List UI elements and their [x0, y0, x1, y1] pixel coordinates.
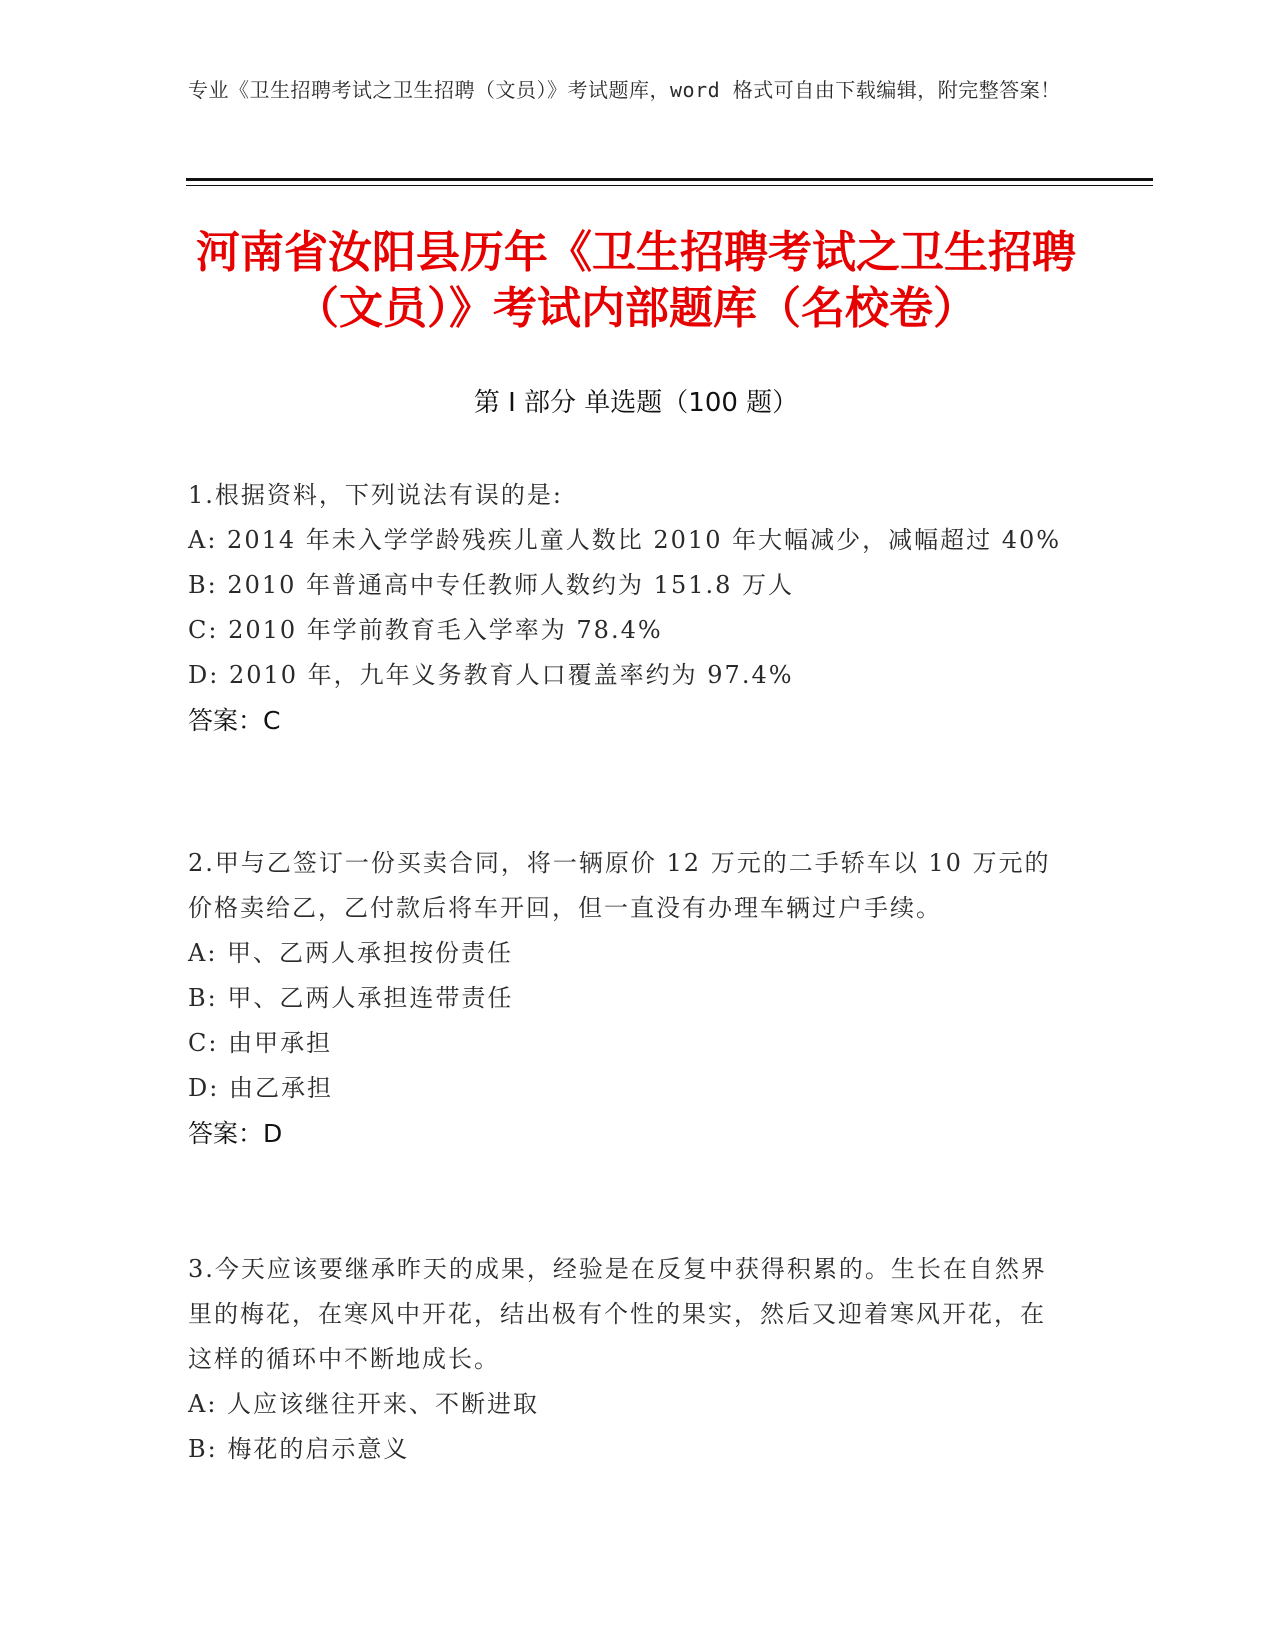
answer-label: 答案：C [188, 706, 281, 735]
question-stem: 1.根据资料，下列说法有误的是: [188, 481, 563, 509]
option-a: A: 人应该继往开来、不断进取 [188, 1390, 540, 1418]
option-b: B: 2010 年普通高中专任教师人数约为 151.8 万人 [188, 571, 795, 599]
header-rule-thin [186, 185, 1153, 186]
option-b: B: 梅花的启示意义 [188, 1435, 410, 1463]
header-rule-thick [186, 178, 1153, 181]
option-b: B: 甲、乙两人承担连带责任 [188, 984, 514, 1012]
option-d: D: 由乙承担 [188, 1074, 333, 1102]
option-a: A: 甲、乙两人承担按份责任 [188, 939, 514, 967]
option-c: C: 2010 年学前教育毛入学率为 78.4% [188, 616, 663, 644]
header-note: 专业《卫生招聘考试之卫生招聘（文员）》考试题库，word 格式可自由下载编辑，附完整答案！ [188, 78, 1061, 102]
answer-label: 答案：D [188, 1119, 283, 1148]
question-3 [188, 1247, 1068, 1472]
option-a: A: 2014 年未入学学龄残疾儿童人数比 2010 年大幅减少，减幅超过 40% [188, 526, 1062, 554]
section-title: 第 I 部分 单选题（100 题） [473, 388, 799, 418]
question-stem: 2.甲与乙签订一份买卖合同，将一辆原价 12 万元的二手轿车以 10 万元的价格卖给乙，乙付款后将车开回，但一直没有办理车辆过户手续。 [188, 849, 1051, 922]
question-2 [188, 841, 1068, 1156]
question-1 [188, 473, 1068, 743]
question-stem: 3.今天应该要继承昨天的成果，经验是在反复中获得积累的。生长在自然界里的梅花，在寒风中开花，结出极有个性的果实，然后又迎着寒风开花，在这样的循环中不断地成长。 [188, 1255, 1047, 1373]
document-title: 河南省汝阳县历年《卫生招聘考试之卫生招聘（文员）》考试内部题库（名校卷） [196, 227, 1076, 334]
option-d: D: 2010 年，九年义务教育人口覆盖率约为 97.4% [188, 661, 794, 689]
option-c: C: 由甲承担 [188, 1029, 333, 1057]
